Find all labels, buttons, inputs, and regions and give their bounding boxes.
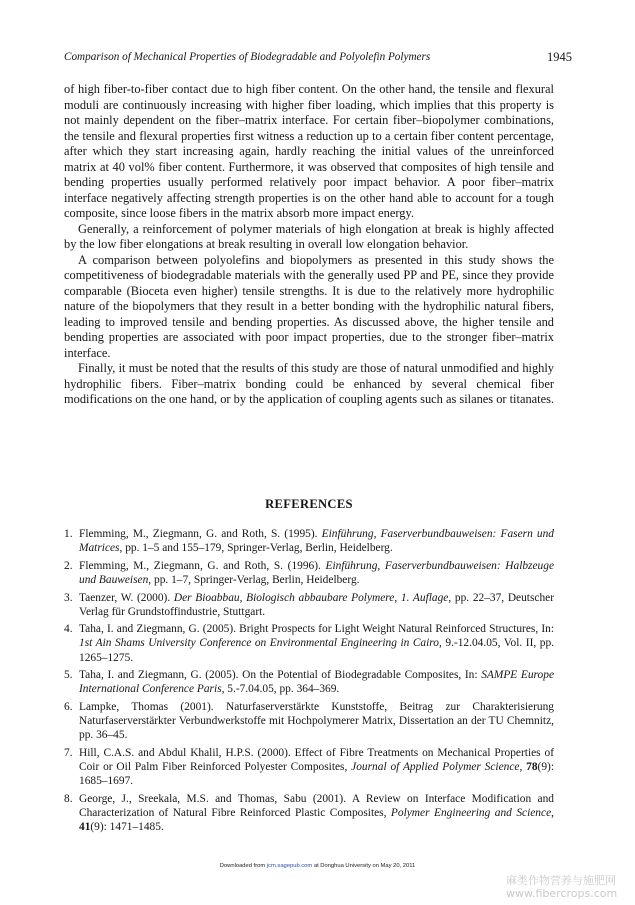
reference-journal: Polymer Engineering and Science [390, 806, 552, 819]
reference-number: 3. [64, 591, 73, 604]
reference-text: Taha, I. and Ziegmann, G. (2005). Bright Prospects for Light Weight Natural Reinforced Structures, In: [79, 623, 554, 636]
reference-separator: , [551, 806, 554, 819]
reference-item [64, 559, 554, 587]
paragraph-3: A comparison between polyolefins and biopolymers as presented in this study shows the competitiveness of biodegradable materials with the generally used PP and PE, since they provide comparable (Bioceta even higher) tensile strengths. It is due to the relatively more hydrophilic nature of the biopolymers that they result in a better bonding with the hydrophilic natural fibers, leading to improved tensile and bending properties. As discussed above, the higher tensile and bending properties are associated with poor impact properties, due to the stronger fiber–matrix interface. [64, 252, 554, 360]
reference-number: 7. [64, 746, 73, 759]
reference-item [64, 700, 554, 742]
reference-title: Einführung, Faserverbundbauweisen: Halbzeuge und Bauweisen [79, 559, 554, 586]
reference-volume: 41 [79, 820, 91, 833]
reference-number: 1. [64, 528, 73, 540]
reference-title: SAMPE Europe International Conference Paris [79, 669, 555, 696]
reference-title: Einführung, Faserverbundbauweisen: Fasern und Matrices [79, 528, 555, 555]
reference-title: Der Bioabbau, Biologisch abbaubare Polymere, 1. Auflage [173, 591, 449, 604]
reference-volume: 78 [526, 760, 538, 773]
references-heading: REFERENCES [265, 497, 353, 511]
reference-text: Flemming, M., Ziegmann, G. and Roth, S. (1995). [79, 528, 322, 540]
paragraph-4: Finally, it must be noted that the results of this study are those of natural unmodified and highly hydrophilic fibers. Fiber–matrix bonding could be enhanced by several chemical fiber modifications on the one hand, or by the application of coupling agents such as silanes or titanates. [64, 361, 554, 406]
reference-number: 2. [64, 559, 73, 572]
reference-text: Flemming, M., Ziegmann, G. and Roth, S. (1996). [79, 559, 326, 572]
reference-item [64, 622, 554, 664]
reference-details: , pp. 1–5 and 155–179, Springer-Verlag, Berlin, Heidelberg. [119, 542, 393, 555]
reference-text: Lampke, Thomas (2001). Naturfaserverstärkte Kunststoffe, Beitrag zur Charakterisierung Naturfaserverstärkter Verbundwerkstoffe mit Hochpolymerer Matrix, Dissertation an der TU Chemnitz, pp. 36–45. [79, 701, 554, 742]
reference-number: 6. [64, 701, 73, 713]
footer-link[interactable]: jcm.sagepub.com [266, 863, 313, 869]
reference-details: , 9.-12.04.05, Vol. II, pp. 1265–1275. [79, 637, 554, 664]
watermark-line-2: www.fibercrops.com [506, 887, 618, 900]
watermark [506, 874, 617, 900]
reference-title: 1st Ain Shams University Conference on Environmental Engineering in Cairo [79, 637, 440, 650]
reference-details: , pp. 22–37, Deutscher Verlag für Grundstoffindustrie, Stuttgart. [79, 591, 554, 618]
reference-item [64, 792, 554, 834]
reference-item [64, 591, 554, 619]
watermark-line-1: 麻类作物营养与施肥网 [506, 874, 616, 887]
reference-details: , pp. 1–7, Springer-Verlag, Berlin, Heidelberg. [148, 573, 360, 586]
reference-details: , 5.-7.04.05, pp. 364–369. [221, 683, 340, 696]
download-footer [0, 863, 635, 869]
reference-text: Hill, C.A.S. and Abdul Khalil, H.P.S. (2000). Effect of Fibre Treatments on Mechanical Properties of Coir or Oil Palm Fiber Reinforced Polyester Composites, [79, 746, 554, 773]
reference-text: George, J., Sreekala, M.S. and Thomas, Sabu (2001). A Review on Interface Modification and Characterization of Natural Fibre Reinforced Plastic Composites, [79, 792, 554, 819]
reference-separator: , [519, 760, 527, 773]
running-title: Comparison of Mechanical Properties of Biodegradable and Polyolefin Polymers [64, 51, 431, 63]
reference-text: Taha, I. and Ziegmann, G. (2005). On the Potential of Biodegradable Composites, In: [79, 669, 482, 682]
paragraph-2: Generally, a reinforcement of polymer materials of high elongation at break is highly affected by the low fiber elongations at break resulting in overall low elongation behavior. [64, 221, 554, 251]
reference-pages: (9): 1685–1697. [79, 760, 554, 788]
reference-list [64, 527, 554, 838]
reference-item [64, 527, 554, 555]
paragraph-1: of high fiber-to-fiber contact due to high fiber content. On the other hand, the tensile and flexural moduli are continuously increasing with higher fiber loading, which implies that this property is not mainly dependent on the fiber–matrix interface. For certain fiber–biopolymer combinations, the tensile and flexural properties first witness a reduction up to a certain fiber content percentage, after which they start increasing again, hardly reaching the initial values of the unreinforced matrix at 40 vol% fiber content. Furthermore, it was observed that composites of high tensile and bending properties usually performed relatively poor impact behavior. A poor fiber–matrix interface negatively affecting strength properties is on the other hand able to account for a tough composite, since loose fibers in the matrix absorb more impact energy. [64, 82, 554, 220]
reference-item [64, 746, 554, 788]
body-text [64, 82, 554, 408]
page-number: 1945 [547, 50, 572, 64]
reference-number: 8. [64, 792, 73, 805]
footer-prefix: Downloaded from [219, 863, 267, 869]
footer-suffix: at Donghua University on May 20, 2011 [312, 863, 416, 869]
reference-pages: (9): 1471–1485. [90, 820, 164, 833]
reference-number: 4. [64, 623, 73, 636]
reference-item [64, 668, 554, 696]
reference-journal: Journal of Applied Polymer Science [351, 760, 520, 773]
reference-number: 5. [64, 669, 73, 682]
reference-text: Taenzer, W. (2000). [79, 591, 174, 604]
running-head [64, 50, 572, 64]
